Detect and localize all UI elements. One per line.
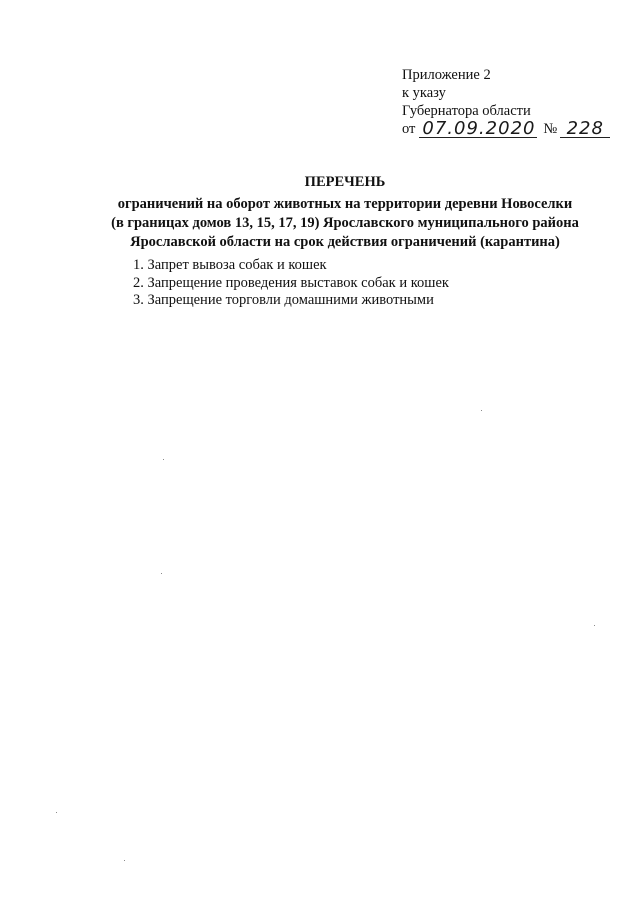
- scan-speck: [124, 860, 125, 861]
- handwritten-number: 228: [560, 121, 610, 138]
- title-line: Ярославской области на срок действия ограничений (карантина): [130, 234, 560, 250]
- handwritten-date: 07.09.2020: [419, 121, 537, 138]
- list-item: 3. Запрещение торговли домашними животными: [133, 292, 434, 308]
- restrictions-list: [133, 257, 449, 310]
- scan-speck: [481, 410, 482, 411]
- scan-speck: [594, 625, 595, 626]
- from-label: от: [402, 121, 416, 137]
- title-heading: ПЕРЕЧЕНЬ: [304, 174, 386, 190]
- title-line: ограничений на оборот животных на территории деревни Новоселки: [117, 196, 573, 212]
- issuer-label: Губернатора области: [402, 103, 531, 119]
- list-item: 1. Запрет вывоза собак и кошек: [133, 257, 327, 273]
- scan-speck: [163, 459, 164, 460]
- list-item: 2. Запрещение проведения выставок собак и кошек: [133, 274, 449, 291]
- scan-speck: [161, 573, 162, 574]
- date-number-line: [402, 120, 622, 138]
- decree-reference: к указу: [402, 85, 446, 101]
- document-title: [90, 173, 600, 252]
- scan-speck: [56, 812, 57, 813]
- appendix-label: Приложение 2: [402, 67, 491, 83]
- appendix-header: [402, 66, 622, 138]
- number-sign: №: [543, 121, 558, 137]
- title-line: (в границах домов 13, 15, 17, 19) Ярославского муниципального района: [111, 215, 579, 231]
